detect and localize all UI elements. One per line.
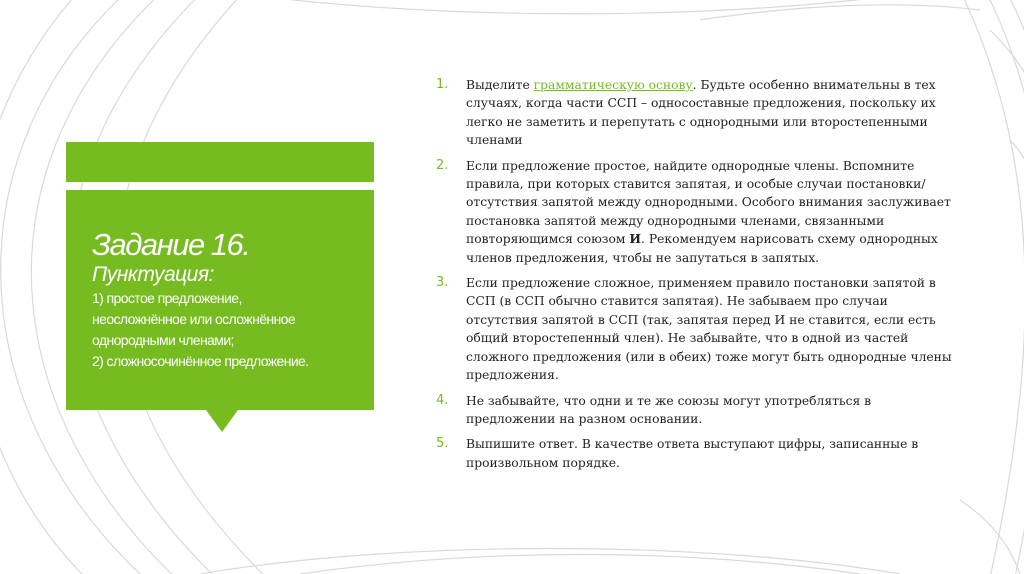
list-text: Выделите bbox=[466, 78, 534, 92]
list-number: 2. bbox=[436, 157, 449, 173]
list-text: . Рекомендуем нарисовать схему однородных членов предложения, чтобы не запутаться в запятых. bbox=[466, 232, 938, 265]
task-item-1: 1) простое предложение, bbox=[92, 290, 242, 306]
list-text: Не забывайте, что одни и те же союзы могут употребляться в предложении на разном основании. bbox=[466, 393, 872, 426]
title-panel bbox=[66, 190, 374, 410]
list-number: 4. bbox=[436, 392, 449, 408]
accent-bar bbox=[66, 142, 374, 182]
task-item-3: однородными членами; bbox=[92, 332, 234, 348]
list-item bbox=[436, 157, 956, 267]
instruction-list bbox=[436, 76, 956, 479]
list-item bbox=[436, 76, 956, 150]
list-text: Если предложение простое, найдите однородные члены. Вспомните правила, при которых ставится запятая, и особые случаи постановки/отсутствия запятой между однородными. Особого внимания заслуживает постановка запятой между однородными членами, связанными повторяющимся союзом bbox=[466, 158, 951, 247]
task-item-4: 2) сложносочинённое предложение. bbox=[92, 353, 309, 369]
list-number: 5. bbox=[436, 436, 449, 452]
slide-subtitle: Пунктуация: bbox=[92, 263, 214, 286]
grammar-basis-link[interactable]: грамматическую основу bbox=[533, 78, 693, 92]
list-text: . Будьте особенно внимательны в тех случаях, когда части ССП – односоставные предложения, поскольку их легко не заметить и перепутать с однородными или второстепенными членами bbox=[466, 78, 936, 148]
list-item bbox=[436, 274, 956, 384]
list-item bbox=[436, 435, 956, 472]
list-number: 1. bbox=[436, 77, 449, 92]
list-item bbox=[436, 392, 956, 429]
list-text: Если предложение сложное, применяем правило постановки запятой в ССП (в ССП обычно ставится запятая). Не забываем про случаи отсутствия запятой в ССП (так, запятая перед И не ставится, если есть общий второстепенный член). Не забывайте, что в одной из частей сложного предложения (или в обеих) тоже могут быть однородные члены предложения. bbox=[466, 276, 952, 383]
list-text: Выпишите ответ. В качестве ответа выступают цифры, записанные в произвольном порядке. bbox=[466, 437, 919, 470]
slide-title: Задание 16. bbox=[92, 227, 250, 262]
list-number: 3. bbox=[436, 275, 449, 291]
panel-pointer bbox=[206, 410, 238, 432]
task-item-2: неосложнённое или осложнённое bbox=[92, 311, 296, 327]
list-text-bold: И bbox=[629, 231, 642, 247]
